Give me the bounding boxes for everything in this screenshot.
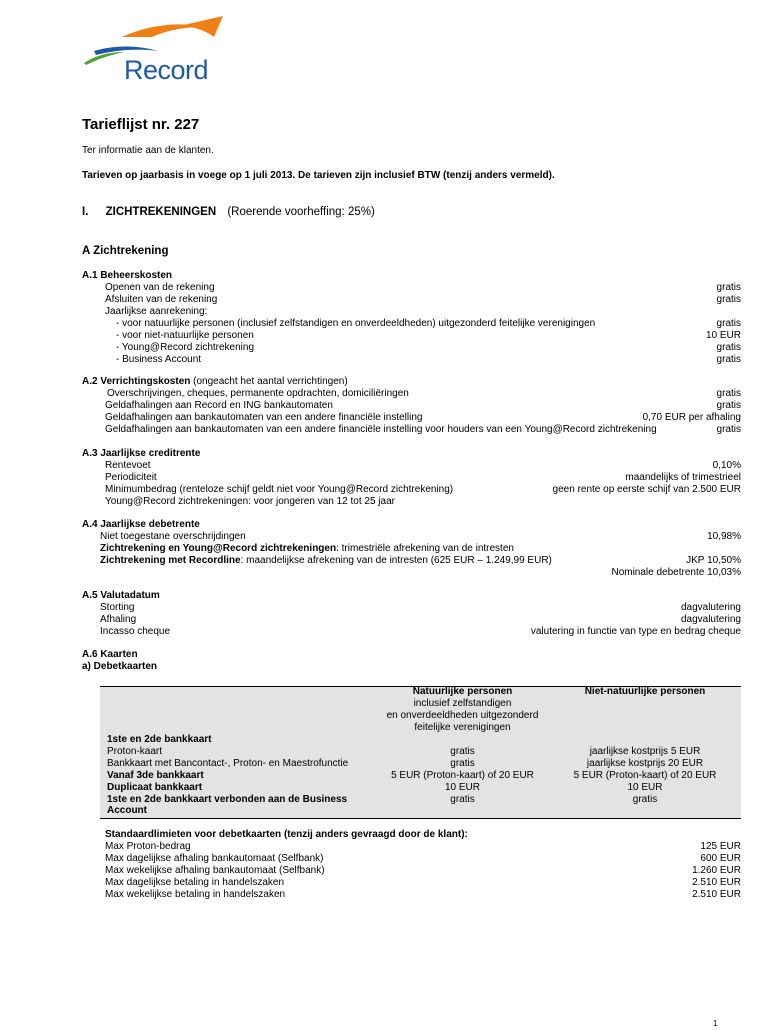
a-title: A Zichtrekening	[82, 245, 169, 257]
a2-row-value: gratis	[716, 424, 741, 435]
a1-row-label: Jaarlijkse aanrekening:	[105, 306, 208, 317]
a4-row2-rest: : trimestriële afrekening van de intresten	[336, 543, 514, 554]
a2-row-value: gratis	[716, 400, 741, 411]
table-row-label: 1ste en 2de bankkaart	[107, 734, 212, 745]
limit-value: 125 EUR	[700, 841, 741, 852]
a4-row3-value: JKP 10,50%	[686, 555, 741, 566]
a4-row3-rest: : maandelijkse afrekening van de intresten (625 EUR – 1.249,99 EUR)	[240, 555, 552, 566]
table-col1-sub: feitelijke verenigingen	[414, 722, 511, 733]
table-col1-header: Natuurlijke personen	[412, 686, 513, 697]
a2-title-note: (ongeacht het aantal verrichtingen)	[193, 376, 348, 387]
a1-row-label: Openen van de rekening	[105, 282, 215, 293]
a2-row-value: gratis	[716, 388, 741, 399]
section-heading	[82, 206, 375, 218]
a1-title: A.1 Beheerskosten	[82, 270, 173, 281]
limits-title: Standaardlimieten voor debetkaarten (tenzij anders gevraagd door de klant):	[105, 829, 468, 840]
table-col2-header: Niet-natuurlijke personen	[584, 686, 706, 697]
table-row-label: Account	[107, 805, 147, 817]
table-row-label: Duplicaat bankkaart	[107, 781, 203, 793]
a1-row-value: gratis	[716, 318, 741, 329]
a5-row-value: dagvalutering	[680, 614, 741, 625]
a1-row-label: - voor natuurlijke personen (inclusief zelfstandigen en onverdeeldheden) uitgezonderd feitelijke verenigingen	[116, 318, 596, 329]
a4-title: A.4 Jaarlijkse debetrente	[82, 519, 200, 530]
limit-label: Max Proton-bedrag	[105, 841, 191, 852]
limit-label: Max dagelijkse afhaling bankautomaat (Selfbank)	[105, 853, 324, 864]
a1-row-label: Afsluiten van de rekening	[105, 294, 218, 305]
page-title: Tarieflijst nr. 227	[82, 116, 200, 133]
a4-row3-bold: Zichtrekening met Recordline	[100, 555, 241, 566]
a1-row-label: - Young@Record zichtrekening	[116, 342, 255, 353]
a3-row-value: geen rente op eerste schijf van 2.500 EUR	[552, 484, 741, 495]
limit-label: Max wekelijkse betaling in handelszaken	[105, 889, 286, 900]
limit-value: 1.260 EUR	[692, 865, 741, 876]
table-col1-sub: en onverdeeldheden uitgezonderd	[386, 710, 539, 721]
a3-row-value: maandelijks of trimestrieel	[625, 472, 741, 483]
a1-row-value: 10 EUR	[705, 330, 741, 341]
a2-row-value: 0,70 EUR per afhaling	[642, 412, 741, 423]
a3-title: A.3 Jaarlijkse creditrente	[82, 448, 201, 459]
a2-row-label: Overschrijvingen, cheques, permanente opdrachten, domiciliëringen	[107, 388, 409, 399]
a2-row-label: Geldafhalingen aan bankautomaten van een andere financiële instelling voor houders van een Young@Record zichtrekening	[105, 424, 657, 435]
a6-subtitle: a) Debetkaarten	[82, 661, 158, 672]
a4-row1-value: 10,98%	[707, 531, 741, 542]
table-row-non-natural: 5 EUR (Proton-kaart) of 20 EUR	[573, 769, 717, 781]
limit-value: 600 EUR	[700, 853, 741, 864]
record-logo	[82, 15, 227, 90]
limit-label: Max dagelijkse betaling in handelszaken	[105, 877, 285, 888]
a4-row2-bold: Zichtrekening en Young@Record zichtrekeningen	[100, 543, 337, 554]
a3-row-value: 0,10%	[712, 460, 741, 471]
table-row-natural: 10 EUR	[444, 781, 480, 793]
table-row-non-natural: 10 EUR	[627, 781, 663, 793]
a5-row-label: Storting	[100, 602, 135, 613]
a2-title: A.2 Verrichtingskosten	[82, 376, 191, 387]
a3-row-label: Rentevoet	[105, 460, 151, 471]
table-row-non-natural: jaarlijkse kostprijs 5 EUR	[589, 745, 701, 757]
a2-row-label: Geldafhalingen aan Record en ING bankautomaten	[105, 400, 333, 411]
a1-row-label: - voor niet-natuurlijke personen	[116, 330, 254, 341]
a2-row-label: Geldafhalingen aan bankautomaten van een andere financiële instelling	[105, 412, 423, 423]
limit-label: Max wekelijkse afhaling bankautomaat (Selfbank)	[105, 865, 325, 876]
a4-row4-value: Nominale debetrente 10,03%	[611, 567, 741, 578]
table-row-non-natural: jaarlijkse kostprijs 20 EUR	[586, 757, 704, 769]
a3-row-label: Minimumbedrag (renteloze schijf geldt niet voor Young@Record zichtrekening)	[105, 484, 454, 495]
a6-title: A.6 Kaarten	[82, 649, 138, 660]
section-note: (Roerende voorheffing: 25%)	[227, 206, 375, 218]
a5-title: A.5 Valutadatum	[82, 590, 160, 601]
table-row-non-natural: gratis	[632, 793, 658, 805]
a2-title-line	[82, 376, 348, 388]
a3-row-label: Periodiciteit	[105, 472, 157, 483]
a5-row-value: dagvalutering	[680, 602, 741, 613]
table-row-label: Bankkaart met Bancontact-, Proton- en Maestrofunctie	[107, 757, 349, 769]
table-row-natural: 5 EUR (Proton-kaart) of 20 EUR	[391, 769, 534, 781]
table-row-natural: gratis	[450, 793, 475, 805]
table-row-natural: gratis	[450, 745, 475, 757]
table-row-label: 1ste en 2de bankkaart verbonden aan de Business	[107, 793, 348, 805]
a5-row-label: Incasso cheque	[100, 626, 171, 637]
table-row-natural: gratis	[450, 757, 475, 769]
table-row-label: Vanaf 3de bankkaart	[107, 769, 204, 781]
limit-value: 2.510 EUR	[692, 889, 741, 900]
a3-row-label: Young@Record zichtrekeningen: voor jongeren van 12 tot 25 jaar	[105, 496, 395, 507]
logo-text: Record	[124, 55, 209, 85]
section-number: I.	[82, 206, 89, 218]
a5-row-value: valutering in functie van type en bedrag cheque	[530, 626, 741, 637]
a1-row-value: gratis	[716, 294, 741, 305]
intro-text: Ter informatie aan de klanten.	[82, 145, 214, 156]
a1-row-label: - Business Account	[116, 354, 202, 365]
a1-row-value: gratis	[716, 354, 741, 365]
section-title: ZICHTREKENINGEN	[105, 206, 217, 218]
notice-text: Tarieven op jaarbasis in voege op 1 juli 2013. De tarieven zijn inclusief BTW (tenzij anders vermeld).	[82, 170, 555, 181]
a1-row-value: gratis	[716, 342, 741, 353]
limit-value: 2.510 EUR	[692, 877, 741, 888]
table-col1-sub: inclusief zelfstandigen	[413, 698, 512, 709]
a5-row-label: Afhaling	[100, 614, 137, 625]
table-row-label: Proton-kaart	[107, 745, 163, 757]
a4-row3	[100, 555, 552, 567]
a1-row-value: gratis	[716, 282, 741, 293]
a4-row1-label: Niet toegestane overschrijdingen	[100, 531, 246, 542]
page-number: 1	[713, 1019, 718, 1028]
a4-row2	[100, 543, 514, 555]
